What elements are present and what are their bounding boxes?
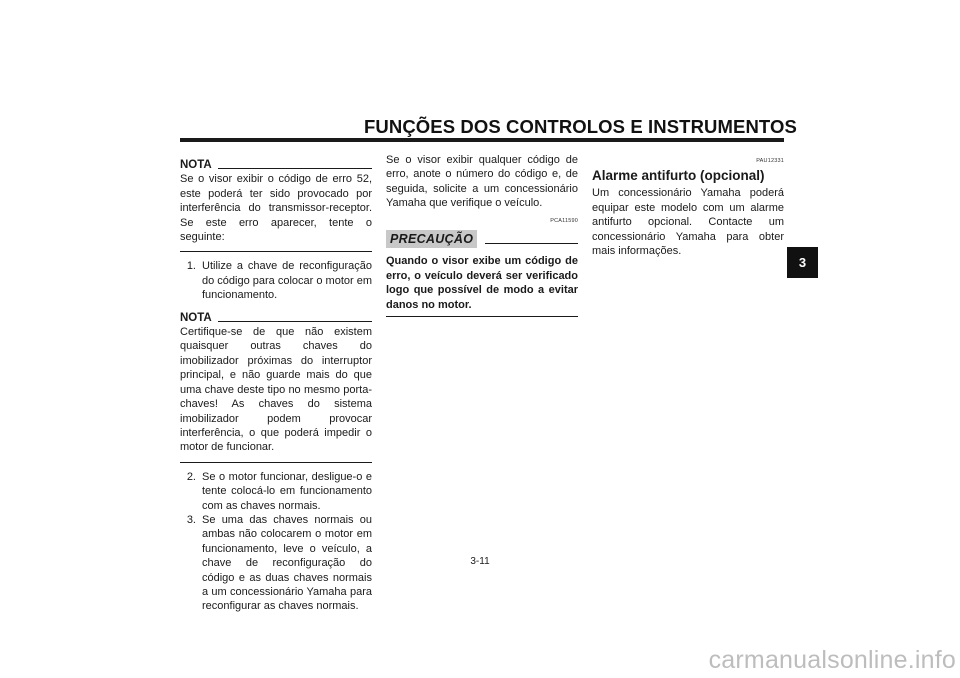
list-item-step-3 (180, 513, 372, 614)
list-item-step-1 (180, 259, 372, 302)
step-number: 1. (186, 260, 196, 273)
nota-end-rule (180, 462, 372, 463)
error-code-paragraph: Se o visor exibir qualquer código de erro, anote o número do código e, de seguida, solicite a um concessionário Yamaha que verifique o veículo. (386, 154, 578, 210)
caution-end-rule (386, 316, 578, 317)
nota-text-1: Se o visor exibir o código de erro 52, este poderá ter sido provocado por interferência do transmissor-receptor. Se este erro aparecer, tente o seguinte: (180, 173, 372, 244)
column-left (180, 148, 372, 614)
step-number: 2. (186, 470, 196, 483)
page-number: 3-11 (470, 556, 490, 567)
section-title: Alarme antifurto (opcional) (592, 168, 765, 184)
chapter-tab: 3 (787, 247, 818, 278)
step-text: Se uma das chaves normais ou ambas não colocarem o motor em funcionamento, leve o veículo, a chave de reconfiguração do código e as duas chaves normais a um concessionário Yamaha para reconfigurar as chaves normais. (202, 513, 372, 613)
reference-code: PCA11590 (550, 217, 578, 224)
header-rule (180, 138, 784, 142)
watermark-text: carmanualsonline.info (708, 646, 956, 674)
step-number: 3. (186, 513, 196, 526)
caution-badge: PRECAUÇÃO (386, 230, 477, 248)
reference-code: PAU12331 (756, 158, 784, 164)
step-text: Se o motor funcionar, desligue-o e tente colocá-lo em funcionamento com as chaves normais. (202, 470, 372, 512)
column-middle (386, 148, 578, 317)
caution-heading (386, 230, 578, 248)
nota-rule (218, 168, 372, 169)
nota-rule (218, 321, 372, 322)
page-header-title: FUNÇÕES DOS CONTROLOS E INSTRUMENTOS (364, 116, 797, 137)
step-text: Utilize a chave de reconfiguração do código para colocar o motor em funcionamento. (202, 260, 372, 302)
nota-label: NOTA (180, 311, 212, 324)
nota-end-rule (180, 251, 372, 252)
column-right (592, 148, 784, 258)
nota-heading-2 (180, 311, 372, 325)
caution-rule (485, 243, 578, 244)
nota-label: NOTA (180, 159, 212, 171)
list-item-step-2 (180, 470, 372, 513)
nota-text-2: Certifique-se de que não existem quaisquer outras chaves do imobilizador próximas do interruptor principal, e não guarde mais do que uma chave deste tipo no mesmo porta-chaves! As chaves do sistema imobilizador podem provocar interferência, o que poderá impedir o motor de funcionar. (180, 326, 372, 454)
nota-heading-1 (180, 158, 372, 172)
section-text: Um concessionário Yamaha poderá equipar este modelo com um alarme antifurto opcional. Contacte um concessionário Yamaha para obter mais informações. (592, 187, 784, 258)
caution-text: Quando o visor exibe um código de erro, o veículo deverá ser verificado logo que possível de modo a evitar danos no motor. (386, 255, 578, 311)
